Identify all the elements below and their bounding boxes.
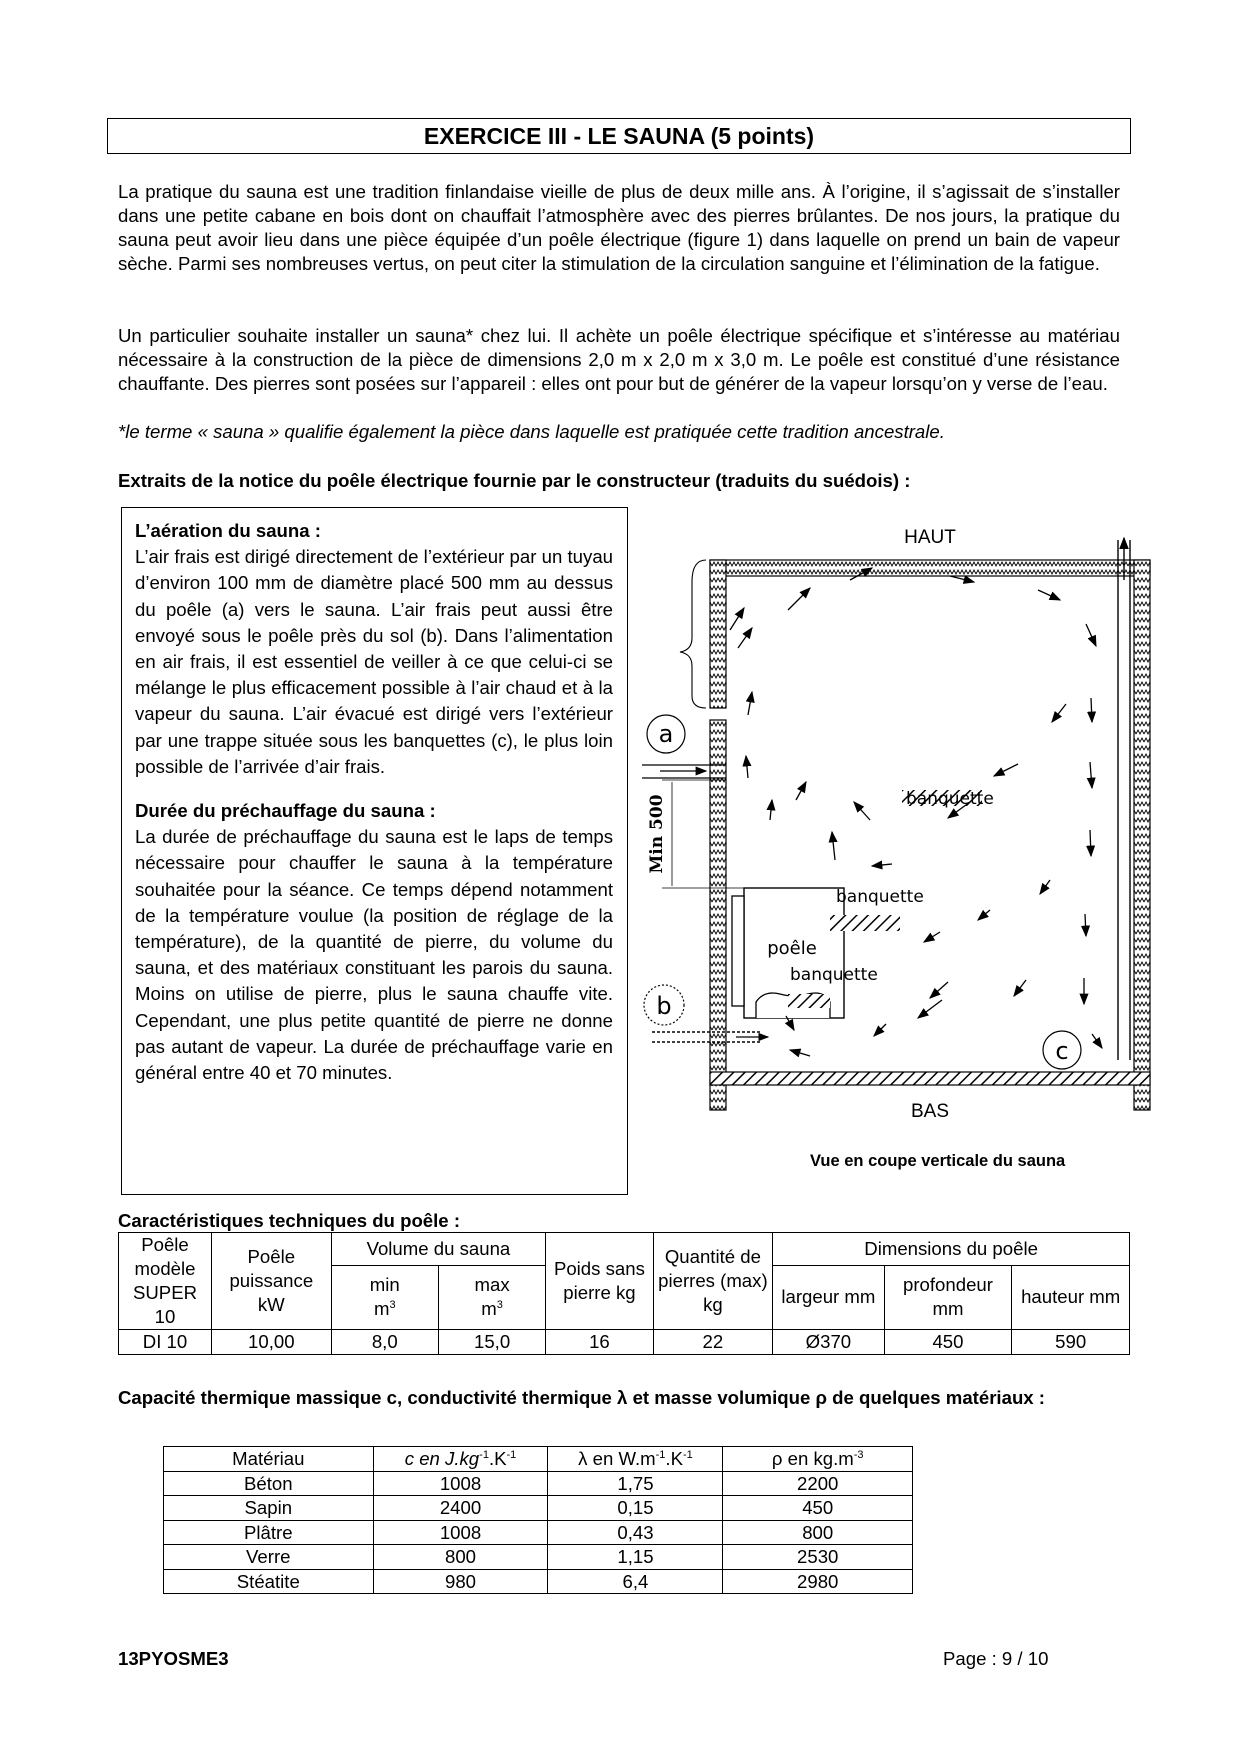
mat-row [164, 1545, 913, 1570]
prechauffage-text: La durée de préchauffage du sauna est le laps de temps nécessaire pour chauffer le sauna à la température souhaitée pour la séance. Ce temps dépend notamment de la température voulue (la position de réglage de la température), de la quantité de pierre, du volume du sauna, et des matériaux constituant les parois du sauna. Moins on utilise de pierre, plus le sauna chauffe vite. Cependant, une plus petite quantité de pierre ne donne pas autant de vapeur. La durée de préchauffage varie en général entre 40 et 70 minutes. [135, 826, 613, 1084]
cell-depth: 450 [884, 1330, 1012, 1355]
col-stones: Quantité de pierres (max) kg [653, 1233, 773, 1330]
mat-cell: 0,43 [548, 1520, 723, 1545]
mat-cell: 1,75 [548, 1471, 723, 1496]
bench-2 [830, 915, 900, 931]
col-model: Poêle modèle SUPER 10 [119, 1233, 212, 1330]
mat-cell: Verre [164, 1545, 374, 1570]
specs-row [119, 1330, 1130, 1355]
top-wall [710, 560, 1150, 576]
col-min: min $m^3$ [331, 1265, 438, 1329]
mat-cell: Stéatite [164, 1569, 374, 1594]
mat-cell: 800 [723, 1520, 913, 1545]
notice-heading: Extraits de la notice du poêle électrique fournie par le constructeur (traduits du suédois) : [118, 470, 911, 491]
mat-col-lambda: λ en $W.m^{-1}.K^{-1}$ [548, 1447, 723, 1472]
mat-col-rho: ρ en $kg.m^{-3}$ [723, 1447, 913, 1472]
mat-col-c: c en $J.kg^{-1}.K^{-1}$ [373, 1447, 548, 1472]
mat-row [164, 1569, 913, 1594]
mat-cell: 1008 [373, 1471, 548, 1496]
cell-max: 15,0 [438, 1330, 545, 1355]
col-height: hauteur mm [1012, 1265, 1130, 1329]
exercise-title: EXERCICE III - LE SAUNA (5 points) [107, 118, 1131, 154]
footer-page: Page : 9 / 10 [943, 1648, 1049, 1669]
mat-cell: 980 [373, 1569, 548, 1594]
mat-cell: 800 [373, 1545, 548, 1570]
cell-power: 10,00 [212, 1330, 332, 1355]
mat-cell: Béton [164, 1471, 374, 1496]
intro-paragraph-2: Un particulier souhaite installer un sauna* chez lui. Il achète un poêle électrique spécifique et s’intéresse au matériau nécessaire à la construction de la pièce de dimensions 2,0 m x 2,0 m x 3,0 m. Le poêle est constitué d’une résistance chauffante. Des pierres sont posées sur l’appareil : elles ont pour but de générer de la vapeur lorsqu’on y verse de l’eau. [118, 325, 1120, 394]
bench-label-2: banquette [836, 887, 924, 907]
intro-paragraph-1: La pratique du sauna est une tradition finlandaise vieille de plus de deux mille ans. À l’origine, il s’agissait de s’installer dans une petite cabane en bois dont on chauffait l’atmosphère avec des pierres brûlantes. De nos jours, la pratique du sauna peut avoir lieu dans une pièce équipée d’un poêle électrique (figure 1) dans laquelle on prend un bain de vapeur sèche. Parmi ses nombreuses vertus, on peut citer la stimulation de la circulation sanguine et l’élimination de la fatigue. [118, 181, 1120, 274]
materials-heading: Capacité thermique massique c, conductivité thermique λ et masse volumique ρ de quelques matériaux : [118, 1387, 1046, 1408]
mat-cell: 2200 [723, 1471, 913, 1496]
mat-cell: Plâtre [164, 1520, 374, 1545]
mat-cell: 2400 [373, 1496, 548, 1521]
cell-height: 590 [1012, 1330, 1130, 1355]
mat-cell: 450 [723, 1496, 913, 1521]
footer-code: 13PYOSME3 [118, 1648, 229, 1669]
mat-row [164, 1496, 913, 1521]
mat-col-material: Matériau [164, 1447, 374, 1472]
col-width: largeur mm [773, 1265, 884, 1329]
sauna-diagram [640, 520, 1200, 1150]
bench-label-3: banquette [790, 965, 878, 985]
mat-cell: 1008 [373, 1520, 548, 1545]
cell-model: DI 10 [119, 1330, 212, 1355]
stove-label: poêle [767, 938, 817, 959]
right-wall [1134, 560, 1150, 1110]
cell-width: Ø370 [773, 1330, 884, 1355]
floor [710, 1072, 1150, 1085]
mat-cell: Sapin [164, 1496, 374, 1521]
aeration-text: L’air frais est dirigé directement de l’extérieur par un tuyau d’environ 100 mm de diamètre placé 500 mm au dessus du poêle (a) vers le sauna. L’air frais peut aussi être envoyé sous le poêle près du sol (b). Dans l’alimentation en air frais, il est essentiel de veiller à ce que celui-ci se mélange le plus efficacement possible à l’air chaud et à la vapeur du sauna. L’air évacué est dirigé vers l’extérieur par une trappe située sous les banquettes (c), le plus loin possible de l’arrivée d’air frais. [135, 546, 613, 777]
diagram-caption: Vue en coupe verticale du sauna [810, 1152, 1066, 1170]
col-depth: profondeur mm [884, 1265, 1012, 1329]
col-power: Poêle puissance kW [212, 1233, 332, 1330]
aeration-title: L’aération du sauna : [135, 520, 321, 541]
specs-table [118, 1232, 1130, 1355]
cell-stones: 22 [653, 1330, 773, 1355]
left-wall [710, 560, 726, 708]
bench-3 [788, 994, 830, 1008]
mat-cell: 1,15 [548, 1545, 723, 1570]
label-b: b [656, 992, 672, 1020]
mat-cell: 2980 [723, 1569, 913, 1594]
footnote: *le terme « sauna » qualifie également la pièce dans laquelle est pratiquée cette tradition ancestrale. [118, 421, 945, 442]
top-label: HAUT [904, 527, 956, 548]
prechauffage-title: Durée du préchauffage du sauna : [135, 800, 436, 822]
cell-weight: 16 [546, 1330, 653, 1355]
brace [680, 560, 706, 708]
bottom-label: BAS [910, 1101, 950, 1122]
notice-box [121, 507, 628, 1195]
label-c: c [1055, 1037, 1069, 1065]
col-volume: Volume du sauna [331, 1233, 546, 1266]
col-dims: Dimensions du poêle [773, 1233, 1130, 1266]
cell-min: 8,0 [331, 1330, 438, 1355]
col-max: max $m^3$ [438, 1265, 545, 1329]
mat-cell: 2530 [723, 1545, 913, 1570]
col-weight: Poids sans pierre kg [546, 1233, 653, 1330]
mat-row [164, 1520, 913, 1545]
specs-heading: Caractéristiques techniques du poêle : [118, 1210, 461, 1231]
mat-row [164, 1471, 913, 1496]
materials-table [163, 1446, 913, 1594]
mat-cell: 0,15 [548, 1496, 723, 1521]
mat-cell: 6,4 [548, 1569, 723, 1594]
bench-label-1: banquette [906, 789, 994, 809]
label-a: a [658, 720, 674, 748]
min-label: Min 500 [647, 794, 667, 874]
stove-panel [732, 896, 744, 1006]
